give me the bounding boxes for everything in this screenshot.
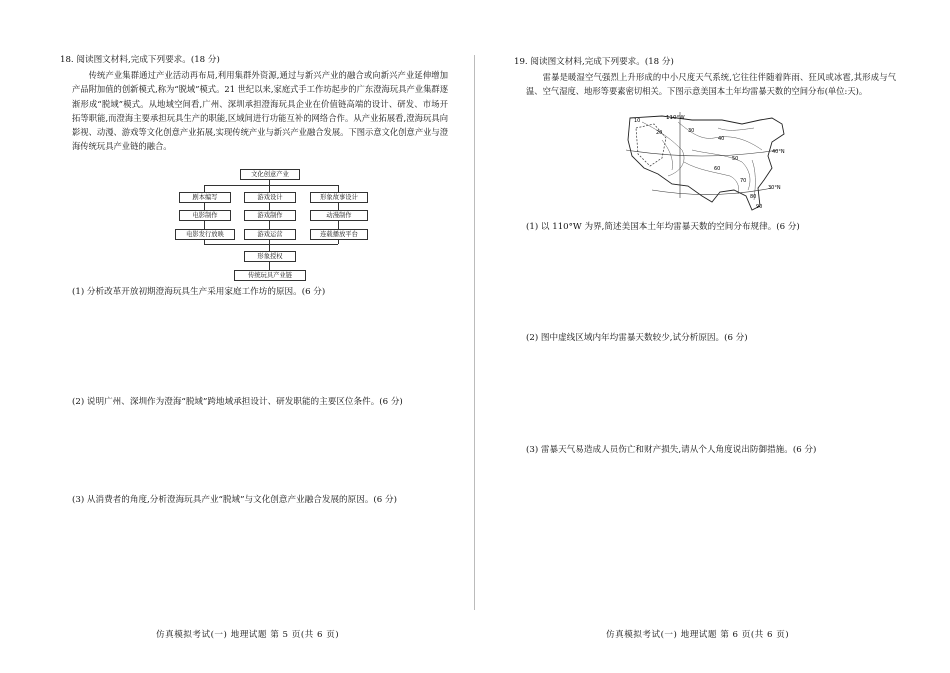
map-isoline-label: 10 (634, 118, 641, 124)
q18-material: 传统产业集群通过产业活动再布局,利用集群外资源,通过与新兴产业的融合或向新兴产业延伸增加产品附加值的创新模式,称为“脱域”模式。21 世纪以来,家庭式手工作坊起步的广东澄海玩具产业集群逐渐形成“脱域”模式。从地域空间看,广州、深圳承担澄海玩具企业在价值链高端的设计、研发、市场开拓等职能,而澄海主要承担玩具生产的职能,区域间进行功能互补的网络合作。从产业拓展看,澄海玩具向影视、动漫、游戏等文化创意产业拓展,实现传统产业与新兴产业融合发展。下图示意文化创意产业与澄海传统玩具产业链的融合。 (72, 70, 449, 152)
map-isoline-label: 40 (718, 136, 725, 142)
map-isoline-label: 80 (750, 194, 757, 200)
map-lat30-label: 30°N (768, 185, 781, 191)
q18-sub3: (3) 从消费者的角度,分析澄海玩具产业“脱域”与文化创意产业融合发展的原因。(6 分) (72, 495, 397, 505)
q19-sub1: (1) 以 110°W 为界,简述美国本土年均雷暴天数的空间分布规律。(6 分) (526, 222, 800, 232)
map-isoline-label: 20 (656, 130, 663, 136)
q19-sub2: (2) 图中虚线区域内年均雷暴天数较少,试分析原因。(6 分) (526, 333, 748, 343)
map-meridian-label: 110°W (666, 115, 685, 121)
flow-box-film-release: 电影发行放映 (175, 229, 235, 240)
right-page (514, 0, 902, 673)
flow-box-animation: 动漫制作 (310, 210, 368, 221)
flow-box-game-operation: 游戏运营 (244, 229, 296, 240)
industry-flowchart (174, 168, 366, 282)
q18-title: 18. 阅读图文材料,完成下列要求。(18 分) (60, 55, 220, 65)
flow-box-image-story: 形象故事设计 (310, 192, 368, 203)
flow-box-serial-platform: 连载播放平台 (310, 229, 368, 240)
left-page (60, 0, 452, 673)
flow-box-script: 剧本编写 (179, 192, 231, 203)
map-isoline-label: 90 (756, 204, 763, 210)
flow-box-top: 文化创意产业 (240, 169, 300, 180)
flow-box-film-production: 电影制作 (179, 210, 231, 221)
flow-box-licensing: 形象授权 (244, 251, 296, 262)
right-footer: 仿真模拟考试(一) 地理试题 第 6 页(共 6 页) (606, 630, 790, 640)
q18-sub2: (2) 说明广州、深圳作为澄海“脱域”跨地域承担设计、研发职能的主要区位条件。(6 分) (72, 397, 403, 407)
flow-box-game-design: 游戏设计 (244, 192, 296, 203)
left-footer: 仿真模拟考试(一) 地理试题 第 5 页(共 6 页) (156, 630, 340, 640)
us-thunderstorm-map (622, 110, 790, 218)
map-isoline-label: 70 (740, 178, 747, 184)
map-isoline-label: 60 (714, 166, 721, 172)
flow-box-game-production: 游戏制作 (244, 210, 296, 221)
q19-title: 19. 阅读图文材料,完成下列要求。(18 分) (514, 57, 674, 67)
page-divider (474, 55, 475, 610)
map-isoline-label: 30 (688, 128, 695, 134)
flow-box-toy-chain: 传统玩具产业链 (234, 270, 306, 281)
q18-sub1: (1) 分析改革开放初期澄海玩具生产采用家庭工作坊的原因。(6 分) (72, 287, 326, 297)
q19-material: 雷暴是暖湿空气强烈上升形成的中小尺度天气系统,它往往伴随着阵雨、狂风或冰雹,其形成与气温、空气湿度、地形等要素密切相关。下图示意美国本土年均雷暴天数的空间分布(单位:天)。 (526, 72, 896, 97)
map-isoline-label: 50 (732, 156, 739, 162)
q19-sub3: (3) 雷暴天气易造成人员伤亡和财产损失,请从个人角度说出防御措施。(6 分) (526, 445, 817, 455)
map-lat40-label: 40°N (772, 149, 785, 155)
